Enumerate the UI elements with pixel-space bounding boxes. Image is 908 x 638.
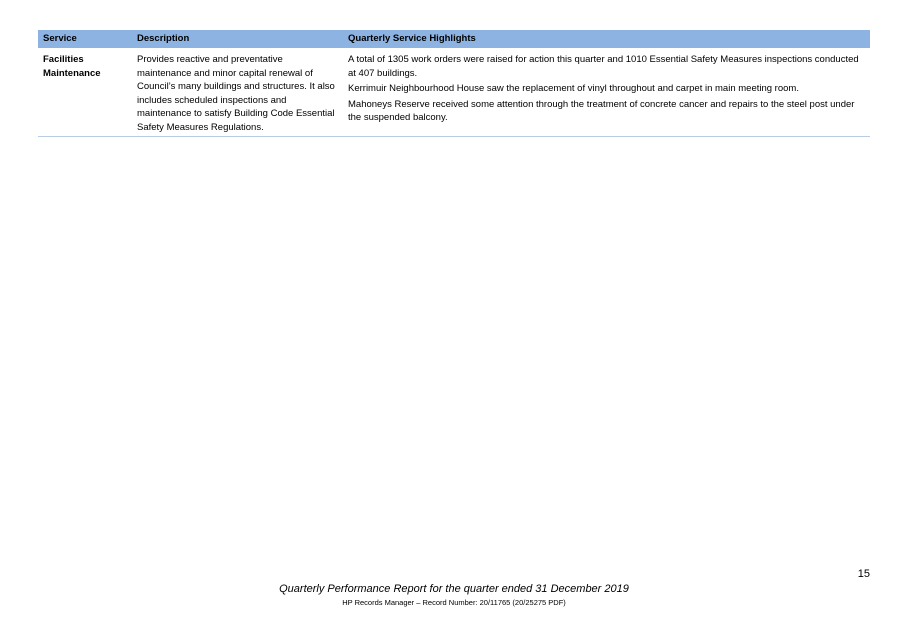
footer-title: Quarterly Performance Report for the quarter ended 31 December 2019 (279, 583, 629, 595)
description-cell: Provides reactive and preventative maintenance and minor capital renewal of Council’s many buildings and structures. It also includes scheduled inspections and maintenance to satisfy Building Code Essential Safety Measures Regulations. (132, 48, 343, 137)
highlight-item: A total of 1305 work orders were raised for action this quarter and 1010 Essential Safety Measures inspections conducted at 407 buildings. (348, 54, 859, 79)
service-name-cell: Facilities Maintenance (38, 48, 132, 137)
header-highlights: Quarterly Service Highlights (343, 30, 870, 48)
highlight-item: Mahoneys Reserve received some attention through the treatment of concrete cancer and repairs to the steel post under the suspended balcony. (348, 98, 855, 123)
page-number: 15 (857, 568, 870, 580)
footer-record-number: HP Records Manager – Record Number: 20/11765 (20/25275 PDF) (342, 598, 566, 607)
header-service: Service (38, 30, 132, 48)
table-header-row (38, 30, 870, 48)
highlights-cell (343, 48, 870, 137)
table-row (38, 48, 870, 137)
highlight-item: Kerrimuir Neighbourhood House saw the replacement of vinyl throughout and carpet in main meeting room. (348, 83, 799, 94)
header-description: Description (132, 30, 343, 48)
service-table (38, 30, 870, 137)
